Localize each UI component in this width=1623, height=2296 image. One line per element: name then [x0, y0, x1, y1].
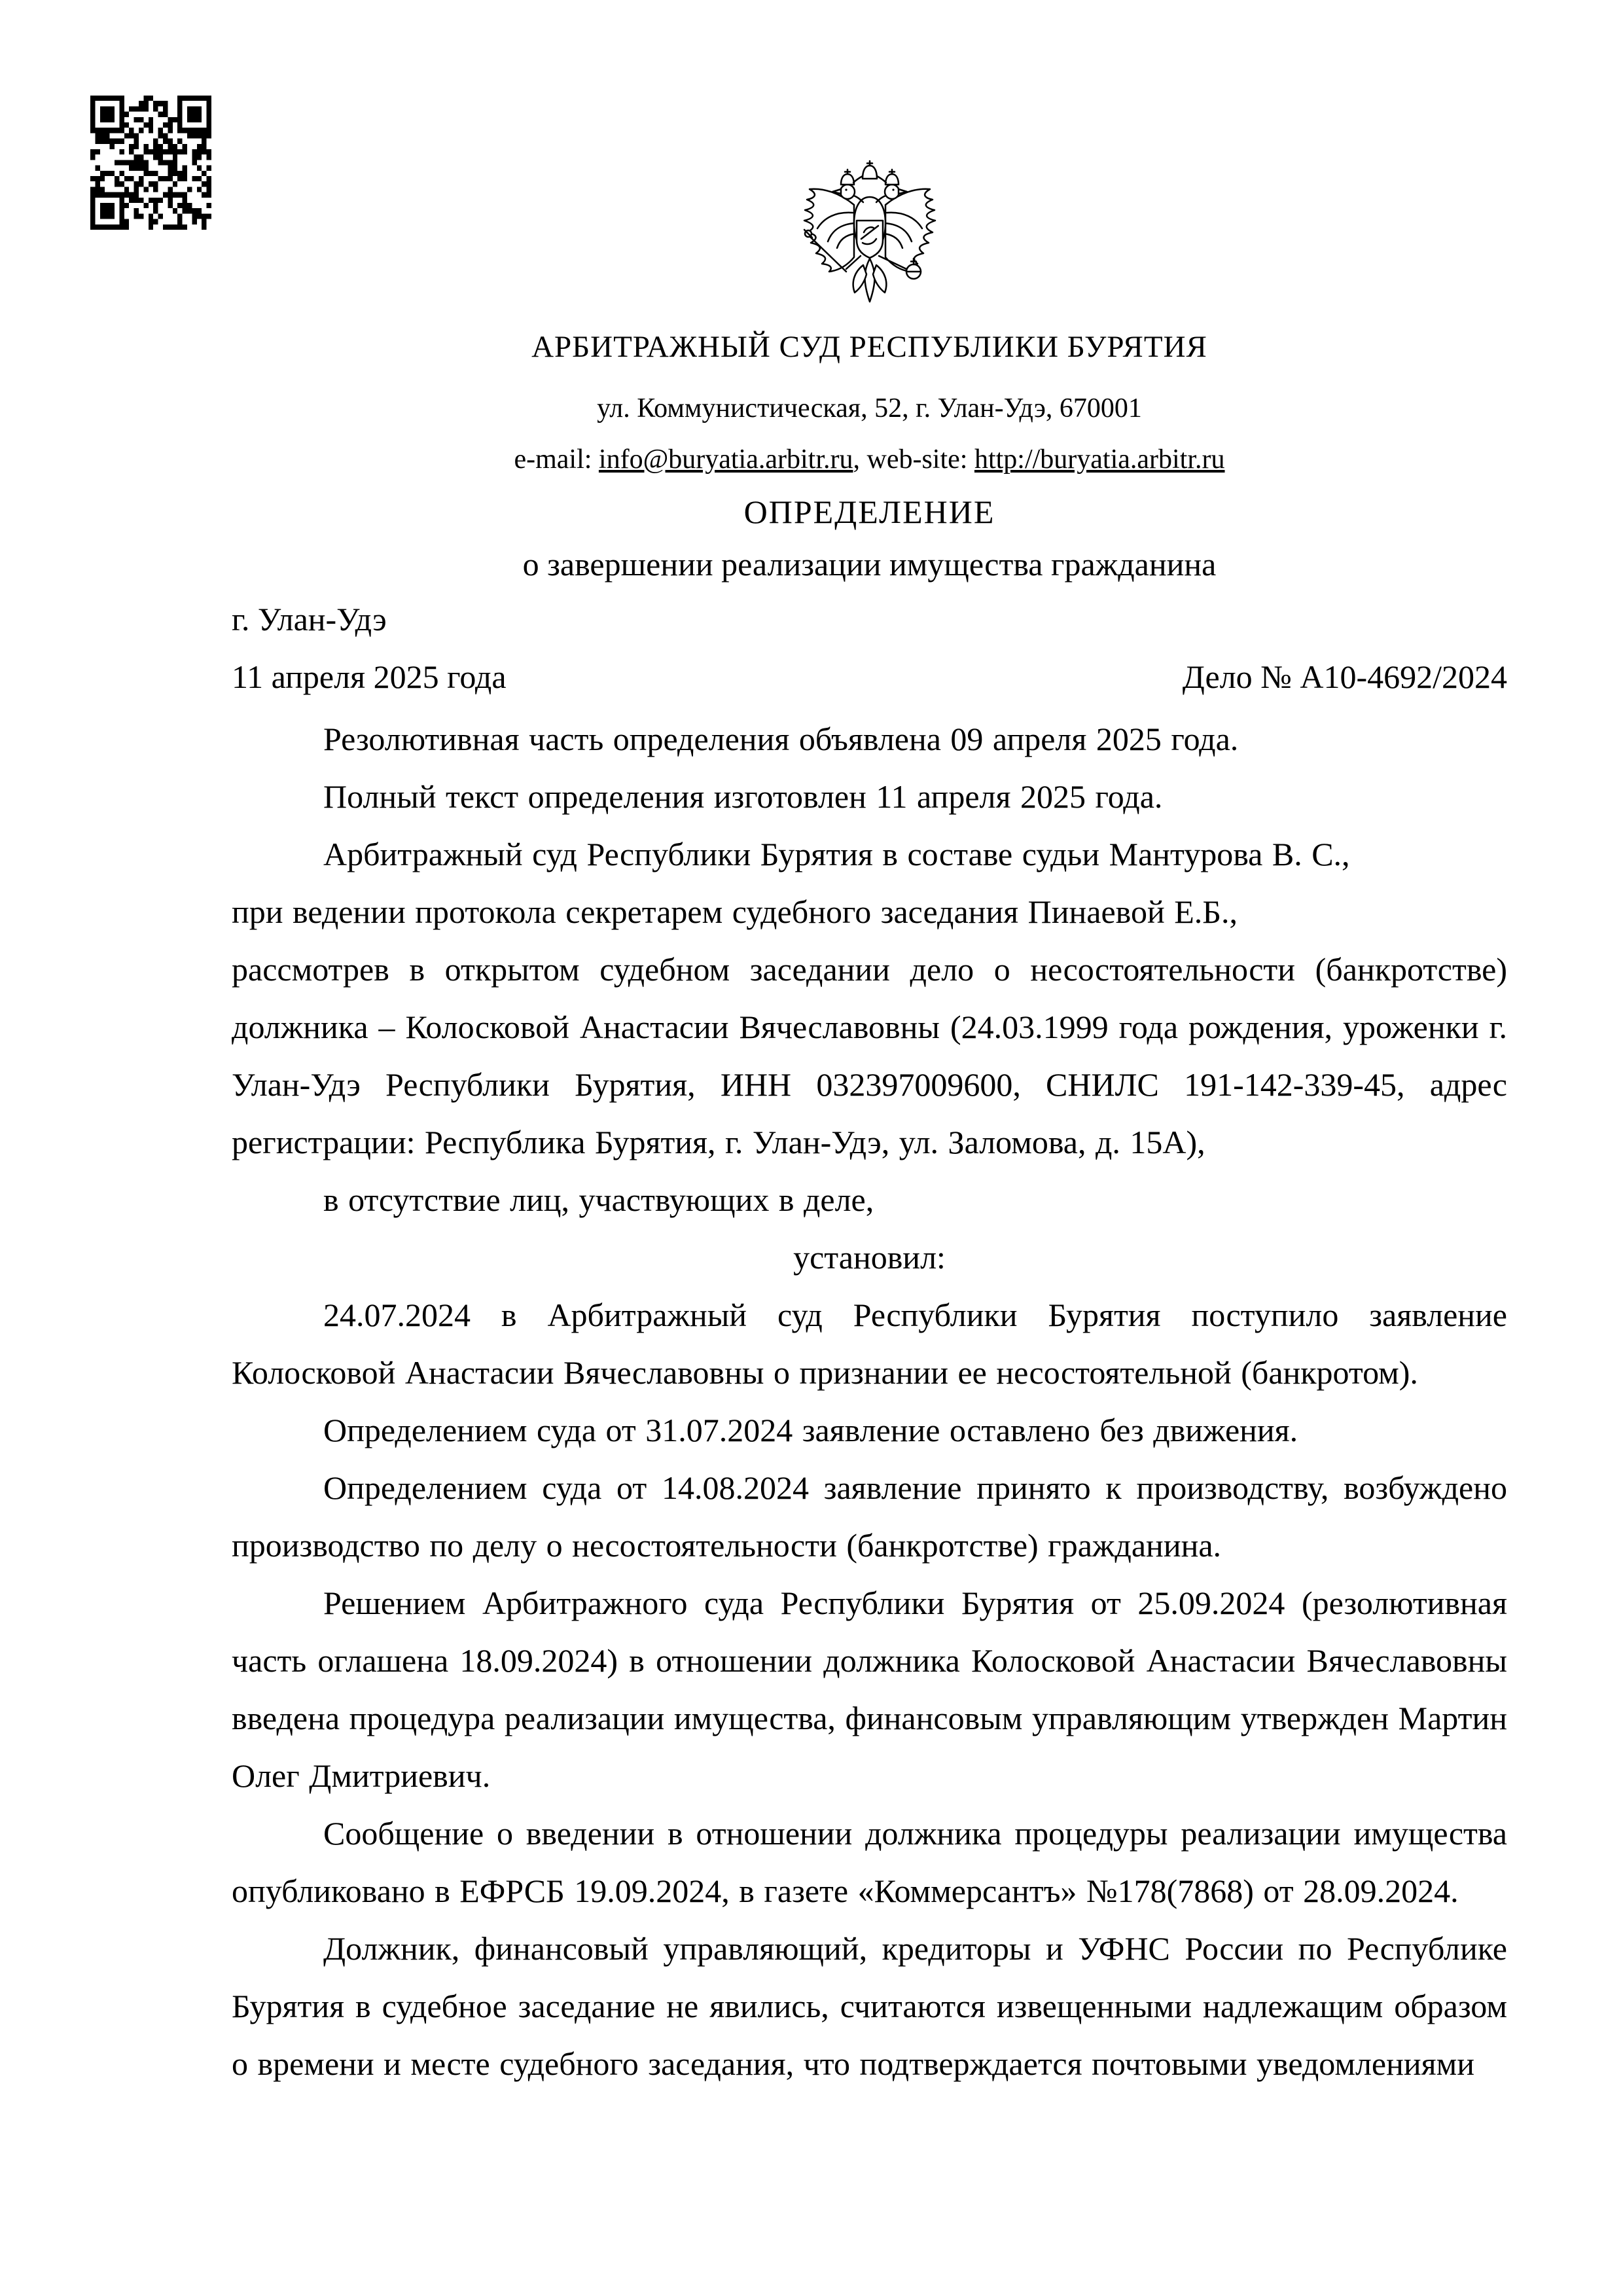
- body-paragraph: Резолютивная часть определения объявлена 09 апреля 2025 года.: [323, 721, 1239, 757]
- date-case-row: [232, 658, 1507, 696]
- case-number: Дело № А10-4692/2024: [1182, 658, 1507, 695]
- body-paragraph: Решением Арбитражного суда Республики Бурятия от 25.09.2024 (резолютивная часть оглашена 18.09.2024) в отношении должника Колосковой Анастасии Вячеславовны введена процедура реализации имущества, финансовым управляющим утвержден Мартин Олег Дмитриевич.: [232, 1585, 1507, 1794]
- body-paragraph: Должник, финансовый управляющий, кредиторы и УФНС России по Республике Бурятия в судебное заседание не явились, считаются извещенными надлежащим образом о времени и месте судебного заседания, что подтверждается почтовыми уведомлениями: [232, 1930, 1507, 2082]
- qr-code-icon: [90, 96, 211, 230]
- place-line: г. Улан-Удэ: [232, 601, 387, 637]
- body-paragraph: в отсутствие лиц, участвующих в деле,: [323, 1181, 874, 1218]
- email-label: e-mail:: [514, 444, 599, 475]
- body-paragraph: Определением суда от 31.07.2024 заявление оставлено без движения.: [323, 1412, 1298, 1448]
- body-paragraph: установил:: [793, 1239, 946, 1276]
- court-name: АРБИТРАЖНЫЙ СУД РЕСПУБЛИКИ БУРЯТИЯ: [531, 330, 1207, 364]
- contacts-line: [232, 443, 1507, 476]
- document-body: [232, 710, 1507, 2092]
- document-content: [232, 0, 1507, 2092]
- court-address: ул. Коммунистическая, 52, г. Улан-Удэ, 670001: [597, 393, 1142, 423]
- russia-coat-of-arms-icon: [800, 159, 939, 306]
- doc-type-title: ОПРЕДЕЛЕНИЕ: [743, 493, 995, 530]
- body-paragraph: при ведении протокола секретарем судебного заседания Пинаевой Е.Б.,: [232, 893, 1238, 930]
- website-label: , web-site:: [853, 444, 974, 475]
- body-paragraph: Определением суда от 14.08.2024 заявление принято к производству, возбуждено производство по делу о несостоятельности (банкротстве) гражданина.: [232, 1469, 1507, 1564]
- website-link[interactable]: http://buryatia.arbitr.ru: [974, 444, 1225, 475]
- decision-date: 11 апреля 2025 года: [232, 658, 507, 695]
- body-paragraph: Арбитражный суд Республики Бурятия в составе судьи Мантурова В. С.,: [323, 836, 1350, 872]
- doc-subtitle: о завершении реализации имущества гражданина: [522, 546, 1217, 583]
- body-paragraph: Сообщение о введении в отношении должника процедуры реализации имущества опубликовано в ЕФРСБ 19.09.2024, в газете «Коммерсантъ» №178(7868) от 28.09.2024.: [232, 1815, 1507, 1909]
- email-link[interactable]: info@buryatia.arbitr.ru: [598, 444, 853, 475]
- body-paragraph: 24.07.2024 в Арбитражный суд Республики Бурятия поступило заявление Колосковой Анастасии Вячеславовны о признании ее несостоятельной (банкротом).: [232, 1297, 1507, 1391]
- body-paragraph: Полный текст определения изготовлен 11 апреля 2025 года.: [323, 778, 1163, 815]
- body-paragraph: рассмотрев в открытом судебном заседании дело о несостоятельности (банкротстве) должника – Колосковой Анастасии Вячеславовны (24.03.1999 года рождения, уроженки г. Улан-Удэ Республики Бурятия, ИНН 032397009600, СНИЛС 191-142-339-45, адрес регистрации: Республика Бурятия, г. Улан-Удэ, ул. Заломова, д. 15А),: [232, 951, 1507, 1160]
